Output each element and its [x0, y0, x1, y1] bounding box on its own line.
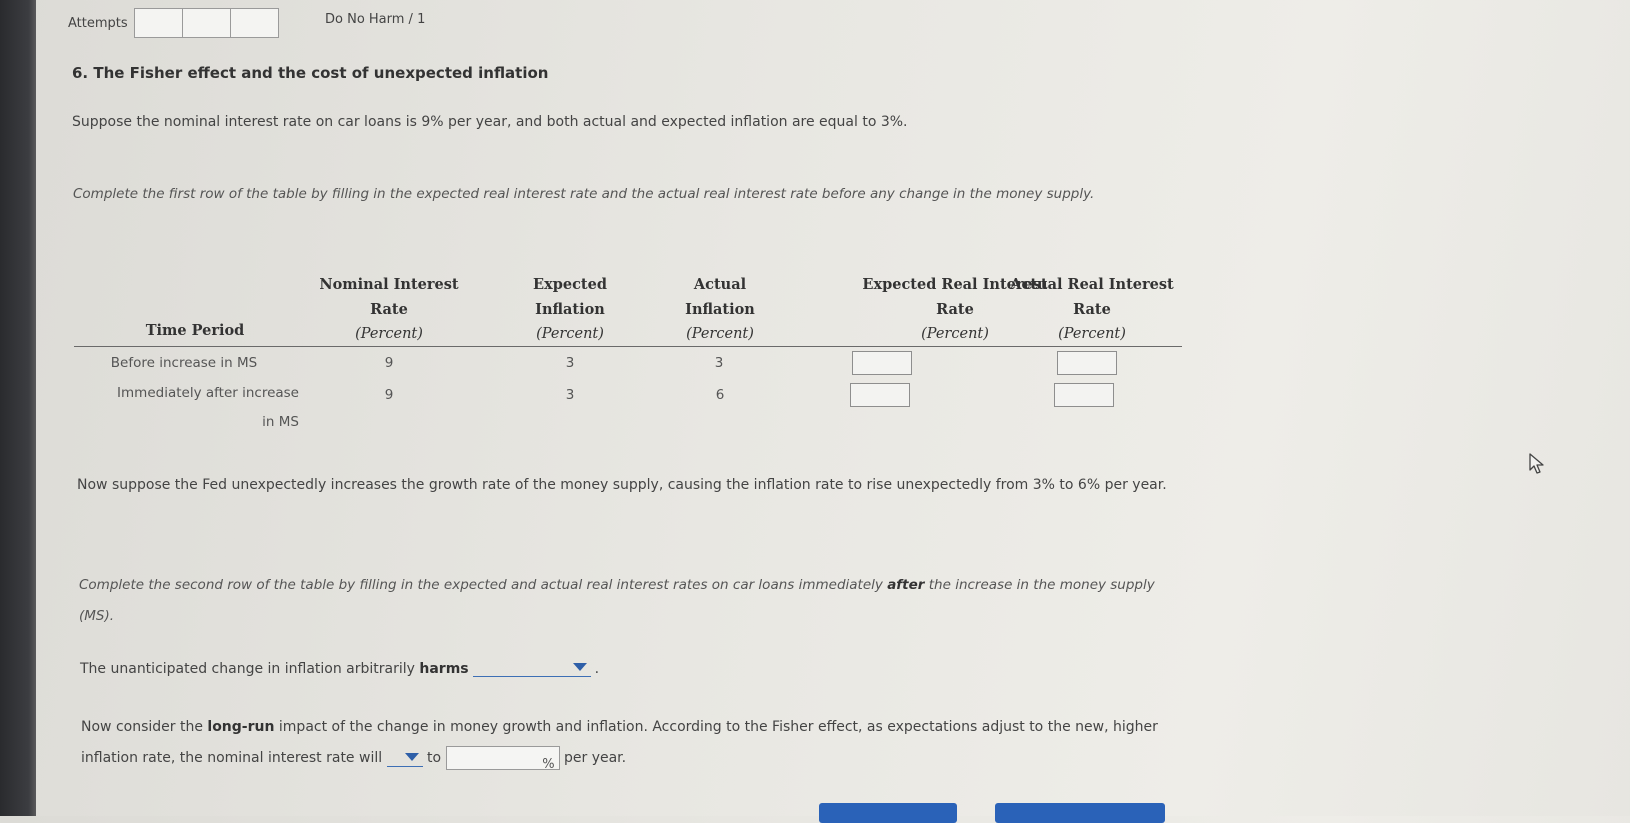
actual-real-rate-input-row2[interactable] [1054, 383, 1114, 407]
row-actual-inflation-value: 6 [715, 387, 725, 403]
primary-action-button[interactable] [819, 803, 957, 823]
table-row [74, 379, 1182, 429]
attempt-indicator [134, 8, 279, 38]
header-exp-infl-line1: Expected [533, 276, 607, 293]
row-actual-inflation-value: 3 [714, 355, 724, 371]
per-year-label: per year. [564, 750, 627, 766]
actual-real-rate-input-row1[interactable] [1057, 351, 1117, 375]
expected-real-rate-input-row2[interactable] [850, 383, 910, 407]
header-exp-real-line2: Rate [936, 301, 974, 318]
long-run-paragraph [81, 712, 1191, 774]
secondary-action-button[interactable] [995, 803, 1165, 823]
attempt-box [135, 9, 183, 37]
long-run-bold: long-run [207, 719, 275, 735]
chevron-down-icon [573, 663, 587, 671]
row-time-period: Before increase in MS [110, 355, 258, 371]
row-nominal-value: 9 [384, 387, 394, 403]
attempts-label: Attempts [68, 15, 128, 31]
harms-sentence [80, 660, 599, 677]
nominal-rate-direction-dropdown[interactable] [387, 750, 423, 767]
question-title: 6. The Fisher effect and the cost of unexpected inflation [72, 64, 549, 82]
row-nominal-value: 9 [384, 355, 394, 371]
harms-bold: harms [419, 661, 469, 677]
row-time-period-line1: Immediately after increase [117, 385, 299, 401]
header-act-real-unit: (Percent) [1058, 326, 1126, 342]
header-exp-real-line1: Expected Real Interest [862, 276, 1048, 293]
score-label: Do No Harm / 1 [325, 12, 426, 27]
attempt-box [183, 9, 231, 37]
header-act-real-line2: Rate [1073, 301, 1111, 318]
header-exp-real-unit: (Percent) [921, 326, 989, 342]
harms-suffix: . [594, 661, 600, 677]
instruction2-part1: Complete the second row of the table by filling in the expected and actual real interest rates on car loans immediately [79, 577, 888, 593]
row-expected-inflation-value: 3 [565, 355, 575, 371]
table-row [74, 347, 1182, 379]
header-time-period: Time Period [145, 322, 245, 339]
harms-prefix: The unanticipated change in inflation arbitrarily [80, 661, 420, 677]
long-run-part2: impact of the change in money growth and inflation. According to the Fisher effect, as expectations adjust to the new, higher inflation rate, the nominal interest rate will [81, 719, 1158, 766]
header-nominal-line1: Nominal Interest [319, 276, 459, 293]
row-expected-inflation-value: 3 [565, 387, 575, 403]
header-act-infl-unit: (Percent) [686, 326, 754, 342]
header-nominal-rate [309, 272, 469, 347]
harms-dropdown[interactable] [473, 660, 591, 677]
fed-scenario-text: Now suppose the Fed unexpectedly increases the growth rate of the money supply, causing the inflation rate to rise unexpectedly from 3% to 6% per year. [77, 477, 1167, 493]
attempts-bar [68, 8, 279, 38]
chevron-down-icon [405, 753, 419, 761]
header-exp-infl-unit: (Percent) [536, 326, 604, 342]
question-intro: Suppose the nominal interest rate on car loans is 9% per year, and both actual and expected inflation are equal to 3%. [72, 114, 908, 130]
attempt-box [231, 9, 278, 37]
instruction-first-row: Complete the first row of the table by filling in the expected real interest rate and the actual real interest rate before any change in the money supply. [73, 186, 1095, 202]
mouse-cursor-icon [1528, 453, 1546, 475]
header-act-infl-line1: Actual [693, 276, 747, 293]
instruction2-bold: after [887, 577, 925, 593]
header-actual-inflation [665, 272, 775, 347]
header-exp-infl-line2: Inflation [535, 301, 605, 318]
percent-symbol: % [542, 757, 555, 772]
header-expected-inflation [515, 272, 625, 347]
header-actual-real-rate [1000, 272, 1184, 347]
table-header [74, 268, 1182, 347]
row-time-period-line2: in MS [262, 414, 299, 430]
fisher-table [74, 268, 1182, 429]
instruction2-part2: the increase in the money supply (MS). [79, 577, 1155, 624]
header-act-real-line1: Actual Real Interest [1010, 276, 1174, 293]
header-act-infl-line2: Inflation [685, 301, 755, 318]
long-run-part1: Now consider the [81, 719, 208, 735]
row-time-period [74, 379, 299, 437]
to-label: to [427, 750, 442, 766]
header-nominal-unit: (Percent) [355, 326, 423, 342]
expected-real-rate-input-row1[interactable] [852, 351, 912, 375]
header-nominal-line2: Rate [370, 301, 408, 318]
screen-bezel [0, 0, 36, 816]
nominal-rate-input[interactable] [446, 746, 560, 770]
instruction-second-row [79, 570, 1189, 632]
